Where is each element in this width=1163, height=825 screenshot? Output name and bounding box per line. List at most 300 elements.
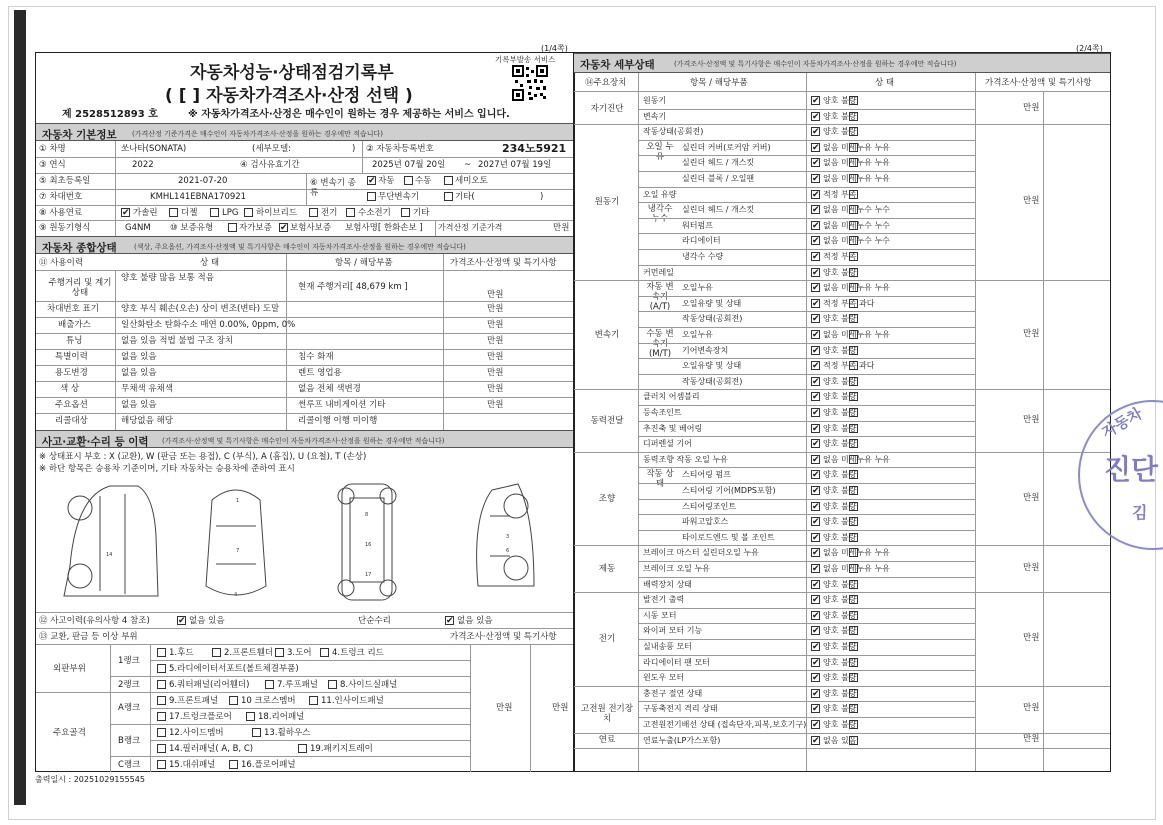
accident-title: 사고·교환·수리 등 이력 — [42, 436, 149, 448]
detail-item: 원동기 — [643, 96, 667, 105]
detail-first-option-checkbox[interactable]: ✔ — [812, 361, 820, 372]
detail-item: 실린더 커버(로커암 커버) — [682, 142, 771, 152]
transmission-label: ⑥ 변속기 종류 — [310, 178, 356, 198]
detail-row-divider — [574, 686, 1110, 687]
detail-first-option-checkbox[interactable]: ✔ — [812, 392, 820, 403]
detail-item: 와이퍼 모터 기능 — [643, 626, 703, 636]
repair-none-checkbox[interactable]: ✔ — [446, 616, 454, 626]
detail-state-options: 양호 불량 — [823, 470, 857, 480]
detail-state-options: 양호 불량 — [823, 688, 857, 698]
detail-first-option-checkbox[interactable]: ✔ — [812, 252, 820, 262]
detail-group-unit: 만원 — [1023, 734, 1040, 745]
fuel-lpg-label: LPG — [222, 208, 239, 218]
detail-item: 작동상태(공회전) — [682, 314, 743, 324]
detail-first-option-checkbox[interactable]: ✔ — [812, 579, 820, 590]
stamp-line1: 자동차 — [1098, 404, 1146, 442]
detail-item: 오일유량 및 상태 — [682, 298, 742, 308]
detail-state-options: 양호 불량 — [823, 673, 857, 683]
detail-state-options: 양호 불량 — [823, 486, 857, 495]
overall-row-item: 없음 전체 색변경 — [298, 384, 361, 394]
detail-state-options: 양호 불량 — [823, 720, 857, 729]
detail-item: 스티어링 기어(MDPS포함) — [682, 486, 776, 495]
overall-row-state: 해당없음 해당 — [121, 416, 173, 426]
detail-item: 변속기 — [643, 111, 667, 121]
part-roof-panel: 7.루프패널 — [277, 680, 318, 690]
first-reg-label: ⑤ 최초등록일 — [39, 176, 91, 186]
detail-row-divider — [574, 389, 1110, 390]
detail-row-divider — [638, 327, 975, 328]
detail-first-option-checkbox[interactable]: ✔ — [812, 267, 820, 278]
insurer-warranty-label: 보험사보증 — [290, 223, 332, 233]
detail-state-header: 상 태 — [875, 78, 895, 88]
detail-row-divider — [574, 545, 1110, 546]
device-header: ⑭주요장치 — [585, 78, 627, 88]
detail-item: 등속조인트 — [643, 408, 682, 417]
page2-number: (2/4쪽) — [1076, 44, 1103, 53]
detail-first-option-checkbox[interactable]: ✔ — [812, 220, 820, 231]
svg-text:16: 16 — [365, 542, 372, 548]
name-label: ① 차명 — [39, 144, 66, 154]
overall-row-unit: 만원 — [487, 336, 504, 346]
vehicle-name: 쏘나타(SONATA) — [121, 144, 187, 154]
detail-first-option-checkbox[interactable]: ✔ — [812, 236, 820, 247]
detail-first-option-checkbox[interactable]: ✔ — [812, 548, 820, 559]
detail-row-divider — [638, 311, 975, 312]
exchange-price-unit-1: 만원 — [496, 703, 513, 713]
detail-first-option-checkbox[interactable]: ✔ — [812, 735, 820, 746]
car-diagrams — [40, 476, 570, 610]
detail-item: 오일 유량 — [643, 189, 677, 199]
part-floor-panel: 16.플로어패널 — [241, 760, 296, 770]
detail-group-unit: 만원 — [1023, 102, 1040, 113]
accident-header — [36, 430, 574, 448]
detail-item: 브레이크 마스터 실린더오일 누유 — [643, 548, 759, 558]
accident-none-checkbox[interactable]: ✔ — [178, 616, 186, 626]
inspection-sep: ~ — [464, 160, 472, 170]
detail-group-unit: 만원 — [1023, 196, 1040, 207]
part-radiator-support: 5.라디에이터서포트(볼트체결부품) — [169, 664, 299, 674]
part-front-panel: 9.프론트패널 — [169, 696, 219, 706]
detail-first-option-checkbox[interactable]: ✔ — [812, 376, 820, 387]
detail-state-options: 양호 불량 — [823, 96, 857, 105]
vin-label: ⑦ 차대번호 — [39, 192, 83, 202]
detail-first-option-checkbox[interactable]: ✔ — [812, 470, 820, 481]
basic-info-header — [36, 123, 574, 141]
detail-group-name: 고전원 전기장치 — [581, 704, 633, 725]
rank-label: 2랭크 — [118, 680, 140, 690]
detail-group-unit: 만원 — [1023, 492, 1040, 503]
detail-row-divider — [638, 171, 975, 172]
overall-title: 자동차 종합상태 — [42, 242, 117, 254]
detail-first-option-checkbox[interactable]: ✔ — [812, 486, 820, 496]
detail-item: 윈도우 모터 — [643, 673, 685, 683]
detail-group-name: 원동기 — [594, 197, 620, 208]
detail-first-option-checkbox[interactable]: ✔ — [812, 174, 820, 184]
overall-row-label: 튜닝 — [66, 336, 83, 346]
detail-row-divider — [638, 670, 975, 671]
legend-note: ※ 하단 항목은 승용차 기준이며, 기타 자동차는 승용차에 준하여 표시 — [39, 464, 295, 474]
detail-first-option-checkbox[interactable]: ✔ — [812, 96, 820, 106]
detail-first-option-checkbox[interactable]: ✔ — [812, 657, 820, 668]
accident-note: (가격조사·산정액 및 특기사항은 매수인이 자동차가격조사·산정을 원하는 경우에만 적습니다) — [162, 437, 445, 445]
detail-first-option-checkbox[interactable]: ✔ — [812, 158, 820, 169]
base-price-label: 가격산정 기준가격 — [438, 223, 503, 232]
detail-first-option-checkbox[interactable]: ✔ — [812, 142, 820, 153]
detail-state-options: 없음 미세누수 누수 — [823, 220, 890, 230]
overall-row-item: 썬루프 내비게이션 기타 — [298, 400, 386, 410]
detail-first-option-checkbox[interactable]: ✔ — [812, 205, 820, 216]
manual-checkbox[interactable] — [404, 176, 413, 185]
overall-row-item: 리콜이행 이행 미이행 — [298, 416, 378, 426]
detail-row-divider — [574, 124, 1110, 125]
exchange-label: ⑬ 교환, 판금 등 이상 부위 — [39, 632, 138, 642]
svg-text:8: 8 — [365, 512, 369, 518]
engine-type: G4NM — [125, 223, 151, 233]
detail-row-divider — [638, 467, 975, 468]
overall-row-label: 주행거리 및 계기상태 — [48, 278, 112, 299]
part-trunk-floor: 17.트렁크플로어 — [169, 712, 232, 722]
detail-group-name: 전기 — [598, 634, 616, 644]
detail-group-unit: 만원 — [1023, 703, 1040, 714]
detail-row-divider — [638, 265, 975, 266]
detail-first-option-checkbox[interactable]: ✔ — [812, 408, 820, 418]
detail-item: 커먼레일 — [643, 267, 674, 277]
detail-item: 실린더 헤드 / 개스킷 — [682, 205, 755, 215]
rank-label: C랭크 — [118, 760, 141, 770]
insurer-warranty-checkbox[interactable]: ✔ — [280, 223, 288, 233]
detail-state-options: 양호 불량 — [823, 345, 857, 355]
svg-text:14: 14 — [106, 552, 113, 558]
overall-row-state: 없음 있음 — [121, 352, 157, 362]
detail-row-divider — [638, 218, 975, 219]
detail-state-options: 없음 미세누유 누유 — [823, 454, 890, 464]
price-header: 가격조사·산정액 및 특기사항 — [450, 258, 557, 268]
detail-subgroup-label: 냉각수 누수 — [647, 204, 673, 224]
detail-item-header: 항목 / 해당부품 — [690, 78, 748, 88]
overall-row-label: 리콜대상 — [55, 416, 88, 426]
price-service-notice: ※ 자동차가격조사·산정은 매수인이 원하는 경우 제공하는 서비스 입니다. — [188, 109, 510, 120]
detail-group-unit: 만원 — [1023, 414, 1040, 425]
detail-row-divider — [638, 717, 975, 718]
detail-item: 작동상태(공회전) — [682, 376, 743, 386]
warranty-label: ⑩ 보증유형 — [170, 223, 214, 233]
detail-row-divider — [638, 296, 975, 297]
detail-subgroup-label: 수동 변속기 (M/T) — [646, 329, 674, 359]
detail-group-name: 자기진단 — [590, 103, 624, 114]
detail-item: 연료누출(LP가스포함) — [643, 735, 721, 745]
inspection-from: 2025년 07월 20일 — [372, 160, 446, 170]
part-side-sill: 8.사이드실패널 — [340, 680, 398, 690]
detail-state-options: 양호 불량 — [823, 610, 857, 620]
detail-state-options: 양호 불량 — [823, 392, 857, 402]
detail-state-options: 양호 불량 — [823, 127, 857, 137]
svg-text:4: 4 — [234, 592, 238, 598]
insurer-name: 보험사명[ 한화손보 ] — [345, 223, 423, 233]
fuel-other-label: 기타 — [413, 208, 430, 218]
overall-row-unit: 만원 — [487, 290, 504, 300]
detail-row-divider — [638, 202, 975, 203]
form-title: 자동차성능·상태점검기록부 — [190, 63, 394, 83]
detail-group-name: 동력전달 — [590, 415, 624, 426]
detail-row-divider — [638, 405, 975, 406]
detail-state-options: 없음 미세누수 누수 — [823, 205, 890, 215]
detail-row-divider — [638, 343, 975, 344]
detail-state-options: 양호 불량 — [823, 517, 857, 527]
detail-state-options: 양호 불량 — [823, 501, 857, 511]
accident-history-label: ⑫ 사고이력(유의사항 4 참조) — [39, 616, 150, 626]
stamp-line2: 진단 — [1104, 453, 1159, 486]
self-warranty-label: 자가보증 — [239, 223, 272, 233]
emission-values: 일산화탄소 탄화수소 매연 0.00%, 0ppm, 0% — [121, 320, 296, 330]
detail-item: 오일누유 — [682, 283, 713, 293]
fuel-label: ⑧ 사용연료 — [39, 208, 83, 218]
detail-first-option-checkbox[interactable]: ✔ — [812, 610, 820, 621]
detail-subgroup-label: 작동 상태 — [646, 469, 674, 490]
overall-row-state: 없음 있음 — [121, 400, 157, 410]
detail-subgroup-label: 자동 변속기 (A/T) — [646, 282, 674, 312]
detail-row-divider — [638, 249, 975, 250]
detail-state-options: 양호 불량 — [823, 376, 857, 386]
odometer-value: 현재 주행거리[ 48,679 km ] — [298, 282, 408, 292]
detail-row-divider — [638, 701, 975, 702]
detail-state-options: 양호 불량 — [823, 408, 857, 417]
svg-text:7: 7 — [236, 548, 240, 554]
detail-item: 실린더 블록 / 오일팬 — [682, 174, 755, 183]
detail-row-divider — [638, 421, 975, 422]
base-price-unit: 만원 — [553, 223, 570, 233]
detail-first-option-checkbox[interactable]: ✔ — [812, 704, 820, 715]
detail-first-option-checkbox[interactable]: ✔ — [812, 111, 820, 122]
part-quarter-panel: 6.쿼터패널(리어휀더) — [169, 680, 250, 690]
fuel-hydrogen-label: 수소전기 — [358, 208, 391, 218]
engine-label: ⑨ 원동기형식 — [39, 223, 91, 233]
detail-first-option-checkbox[interactable]: ✔ — [812, 673, 820, 684]
fuel-hybrid-checkbox[interactable] — [244, 208, 253, 217]
overall-row-label: 색 상 — [60, 384, 80, 394]
detail-item: 고전원전기배선 상태 (접속단자,피복,보호기구) — [643, 720, 807, 729]
detail-first-option-checkbox[interactable]: ✔ — [812, 283, 820, 294]
detail-row-divider — [638, 530, 975, 531]
regno-label: ② 자동차등록번호 — [366, 144, 434, 154]
legend-symbols: ※ 상태표시 부호 : X (교환), W (판금 또는 용접), C (부식), A (흠집), U (요철), T (손상) — [39, 452, 367, 462]
accident-history-options: 없음 있음 — [189, 616, 225, 626]
document-number: 제 2528512893 호 — [62, 109, 158, 120]
detail-price-header: 가격조사·산정액 및 특기사항 — [985, 78, 1092, 88]
detail-first-option-checkbox[interactable]: ✔ — [812, 595, 820, 606]
overall-row-label: 주요옵션 — [55, 400, 88, 410]
detail-title: 자동차 세부상태 — [580, 59, 655, 71]
detail-state-options: 적정 부족 과다 — [823, 298, 875, 308]
basic-info-note: (가격산정 기준가격은 매수인이 자동차가격조사·산정을 원하는 경우에만 적습니다) — [132, 130, 383, 138]
page1-number: (1/4쪽) — [541, 44, 568, 53]
fuel-gasoline-checkbox[interactable]: ✔ — [122, 208, 130, 218]
detail-first-option-checkbox[interactable]: ✔ — [812, 501, 820, 512]
detail-group-unit: 만원 — [1023, 562, 1040, 573]
overall-row-state: 없음 있음 적법 불법 구조 장치 — [121, 336, 234, 346]
detail-first-option-checkbox[interactable]: ✔ — [812, 688, 820, 699]
detail-state-options: 양호 불량 — [823, 532, 857, 542]
auto-label: 자동 — [378, 176, 395, 186]
detail-state-options: 양호 불량 — [823, 423, 857, 433]
detail-state-options: 없음 미세누유 누유 — [823, 142, 890, 152]
rank-label: 1랭크 — [118, 656, 140, 666]
fuel-lpg-checkbox[interactable] — [210, 208, 219, 217]
detail-state-options: 양호 불량 — [823, 704, 857, 714]
other-tr-checkbox[interactable] — [444, 192, 453, 201]
state-header: 상 태 — [200, 258, 220, 268]
rank-label: A랭크 — [118, 703, 141, 713]
detail-state-options: 양호 불량 — [823, 267, 857, 277]
detail-state-options: 양호 불량 — [823, 626, 857, 636]
detail-model-close: ) — [352, 144, 356, 154]
exchange-price-header: 가격조사·산정액 및 특기사항 — [450, 632, 557, 642]
manual-label: 수동 — [415, 176, 432, 186]
detail-row-divider — [638, 623, 975, 624]
simple-repair-options: 없음 있음 — [457, 616, 493, 626]
auto-checkbox[interactable]: ✔ — [368, 176, 376, 186]
form-subtitle: ( [ ] 자동차가격조사·산정 선택 ) — [165, 86, 413, 106]
svg-text:1: 1 — [236, 498, 240, 504]
detail-item: 라디에이터 팬 모터 — [643, 657, 710, 667]
detail-item: 실린더 헤드 / 개스킷 — [682, 158, 755, 168]
detail-item: 작동상태(공회전) — [643, 127, 704, 137]
simple-repair-label: 단순수리 — [358, 616, 391, 626]
detail-item: 라디에이터 — [682, 236, 721, 246]
detail-row-divider — [574, 592, 1110, 593]
semiauto-label: 세미오토 — [455, 176, 488, 186]
detail-item: 워터펌프 — [682, 220, 713, 230]
detail-row-divider — [574, 452, 1110, 453]
overall-row-state: 무채색 유채색 — [121, 384, 173, 394]
detail-first-option-checkbox[interactable]: ✔ — [812, 298, 820, 309]
detail-row-divider — [638, 608, 975, 609]
semiauto-checkbox[interactable] — [444, 176, 453, 185]
detail-first-option-checkbox[interactable]: ✔ — [812, 626, 820, 637]
print-datetime: 출력일시 : 20251029155545 — [35, 775, 145, 784]
detail-state-options: 없음 미세누유 누유 — [823, 548, 890, 558]
detail-first-option-checkbox[interactable]: ✔ — [812, 454, 820, 465]
part-trunk-lid: 4.트렁크 리드 — [332, 648, 384, 658]
part-package-tray: 19.패키지트레이 — [310, 744, 373, 754]
detail-state-options: 양호 불량 — [823, 657, 857, 667]
detail-item: 스티어링 펌프 — [682, 470, 731, 480]
fuel-diesel-checkbox[interactable] — [169, 208, 178, 217]
rank-label: B랭크 — [118, 736, 141, 746]
detail-first-option-checkbox[interactable]: ✔ — [812, 439, 820, 450]
detail-first-option-checkbox[interactable]: ✔ — [812, 345, 820, 356]
registration-number: 234노5921 — [502, 142, 567, 155]
overall-row-state: 양호 부식 훼손(오손) 상이 변조(변타) 도말 — [121, 304, 280, 314]
detail-state-options: 양호 불량 — [823, 439, 857, 449]
inspection-to: 2027년 07월 19일 — [478, 160, 552, 170]
detail-first-option-checkbox[interactable]: ✔ — [812, 314, 820, 325]
detail-item: 파워고압호스 — [682, 517, 729, 527]
detail-group-name: 연료 — [598, 735, 616, 746]
detail-row-divider — [638, 233, 975, 234]
model-year: 2022 — [132, 160, 154, 170]
detail-item: 실내송풍 모터 — [643, 642, 692, 651]
detail-first-option-checkbox[interactable]: ✔ — [812, 532, 820, 543]
fuel-hydrogen-checkbox[interactable] — [346, 208, 355, 217]
detail-model-label: (세부모델: — [252, 144, 292, 154]
detail-state-options: 없음 미세누수 누수 — [823, 236, 890, 246]
detail-first-option-checkbox[interactable]: ✔ — [812, 564, 820, 574]
detail-row-divider — [638, 639, 975, 640]
svg-text:3: 3 — [506, 534, 510, 540]
overall-row-unit: 만원 — [487, 384, 504, 394]
overall-row-unit: 만원 — [487, 368, 504, 378]
vin-number: KMHL141EBNA170921 — [150, 192, 247, 202]
detail-subgroup-label: 오일 누유 — [646, 141, 674, 162]
detail-row-divider — [638, 561, 975, 562]
detail-first-option-checkbox[interactable]: ✔ — [812, 517, 820, 528]
detail-row-divider — [638, 187, 975, 188]
detail-item: 추진축 및 베어링 — [643, 423, 703, 433]
svg-text:17: 17 — [365, 572, 372, 578]
detail-state-options: 적정 부족 — [823, 252, 857, 261]
detail-first-option-checkbox[interactable]: ✔ — [812, 189, 820, 200]
detail-item: 클러치 어셈블리 — [643, 392, 700, 402]
detail-item: 배력장치 상태 — [643, 579, 692, 589]
fuel-ev-label: 전기 — [321, 208, 338, 218]
detail-first-option-checkbox[interactable]: ✔ — [812, 330, 820, 340]
overall-row-item: 침수 화재 — [298, 352, 334, 362]
detail-state-options: 없음 미세누유 누유 — [823, 330, 890, 339]
part-front-fender: 2.프론트휀더 — [224, 648, 274, 658]
detail-first-option-checkbox[interactable]: ✔ — [812, 642, 820, 652]
detail-item: 브레이크 오일 누유 — [643, 564, 710, 573]
year-label: ③ 연식 — [39, 160, 66, 170]
detail-row-divider — [638, 140, 975, 141]
overall-header — [36, 236, 574, 254]
cvt-label: 무단변속기 — [378, 192, 420, 202]
detail-group-unit: 만원 — [1023, 633, 1040, 643]
detail-state-options: 양호 불량 — [823, 579, 857, 589]
fuel-other-checkbox[interactable] — [401, 208, 410, 217]
detail-item: 오일유량 및 상태 — [682, 361, 742, 371]
detail-item: 냉각수 수량 — [682, 252, 724, 261]
detail-first-option-checkbox[interactable]: ✔ — [812, 423, 820, 434]
overall-row-label: 용도변경 — [55, 368, 88, 378]
detail-item: 디퍼렌셜 기어 — [643, 439, 692, 449]
scan-binding-edge — [14, 10, 26, 805]
detail-row-divider — [638, 155, 975, 156]
detail-first-option-checkbox[interactable]: ✔ — [812, 127, 820, 138]
item-header: 항목 / 해당부품 — [335, 258, 393, 268]
detail-row-divider — [638, 109, 975, 110]
detail-state-options: 양호 불량 — [823, 595, 857, 605]
detail-first-option-checkbox[interactable]: ✔ — [812, 720, 820, 730]
part-hood: 1.후드 — [169, 648, 194, 658]
detail-item: 동력조향 작동 오일 누유 — [643, 454, 728, 464]
detail-item: 오일누유 — [682, 330, 713, 339]
part-side-member: 12.사이드멤버 — [169, 728, 224, 738]
detail-row-divider — [638, 483, 975, 484]
detail-row-divider — [638, 499, 975, 500]
overall-row-unit: 만원 — [487, 352, 504, 362]
detail-item: 기어변속장치 — [682, 345, 729, 355]
part-cross-member: 10 크로스멤버 — [241, 696, 296, 706]
basic-info-title: 자동차 기본정보 — [42, 129, 117, 141]
detail-state-options: 없음 미세누유 누유 — [823, 174, 890, 183]
exchange-price-unit-2: 만원 — [552, 703, 569, 713]
other-tr-close: ) — [540, 192, 544, 202]
self-warranty-checkbox[interactable] — [228, 223, 237, 232]
cvt-checkbox[interactable] — [367, 192, 376, 201]
overall-row-item: 렌트 영업용 — [298, 368, 342, 378]
detail-state-options: 양호 불량 — [823, 314, 857, 324]
fuel-ev-checkbox[interactable] — [309, 208, 318, 217]
